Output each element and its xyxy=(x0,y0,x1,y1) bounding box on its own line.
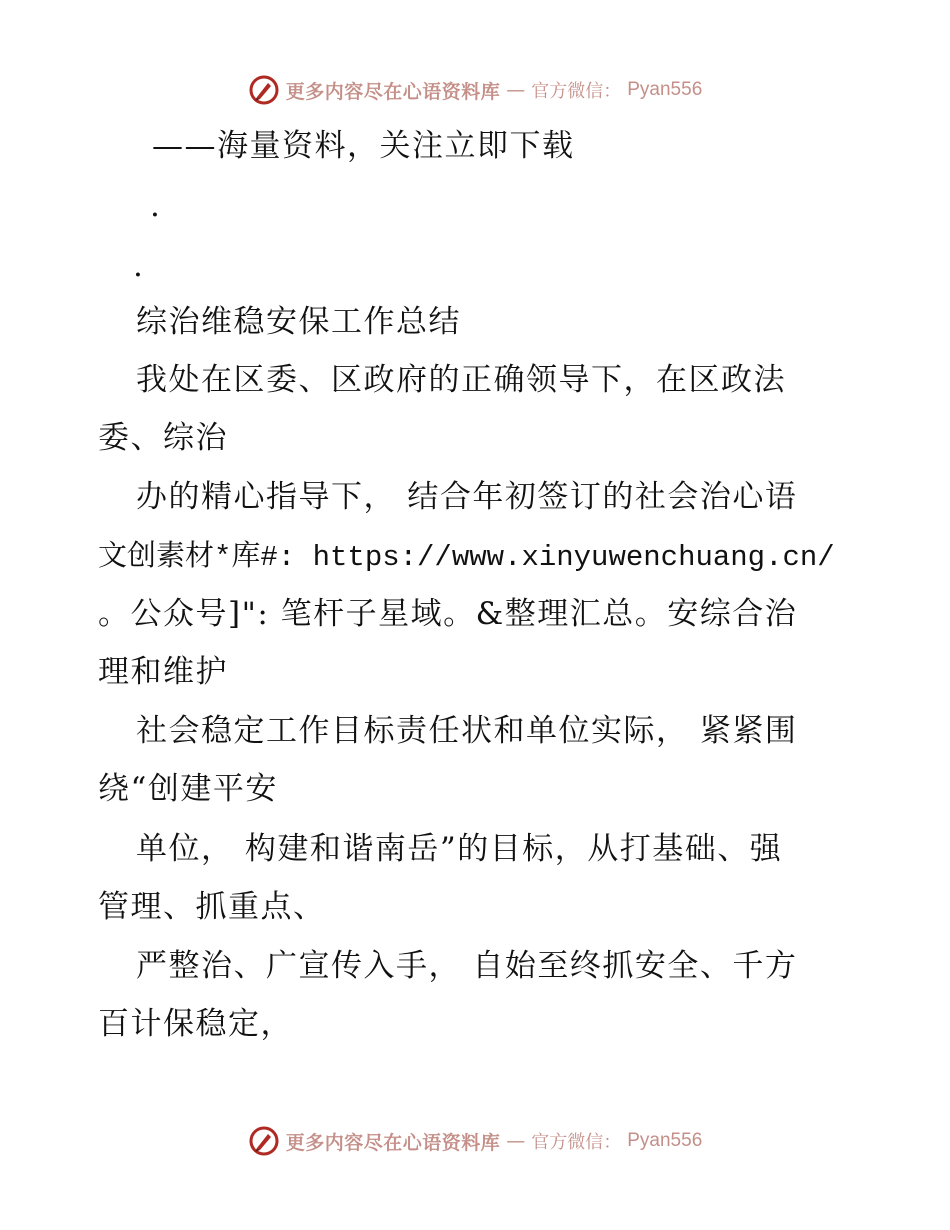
paragraph-line: 社会稳定工作目标责任状和单位实际， 紧紧围 xyxy=(136,713,798,749)
pen-circle-logo-icon xyxy=(248,74,280,106)
tagline: ——海量资料，关注立即下载 xyxy=(152,128,575,164)
paragraph-line xyxy=(98,535,835,578)
dot-line: . xyxy=(133,248,145,284)
paragraph-line: 理和维护 xyxy=(98,654,228,690)
pen-circle-logo-icon xyxy=(248,1125,280,1157)
banner-separator: — xyxy=(506,79,526,101)
paragraph-line: 绕“创建平安 xyxy=(98,771,278,807)
paragraph-line: 办的精心指导下， 结合年初签订的社会治心语 xyxy=(136,479,798,515)
paragraph-line: 百计保稳定， xyxy=(98,1006,293,1042)
header-banner xyxy=(0,70,950,110)
paragraph-line: 。公众号]": 笔杆子星域。&整理汇总。安综合治 xyxy=(98,596,798,632)
dot-line: . xyxy=(150,188,162,224)
banner-separator: — xyxy=(506,1130,526,1152)
url-text: 文创素材*库#: https://www.xinyuwenchuang.cn/ xyxy=(98,541,835,574)
paragraph-line: 委、综治 xyxy=(98,420,228,456)
brand-text: 更多内容尽在心语资料库 xyxy=(285,1131,501,1154)
wechat-id: Pyan556 xyxy=(627,1130,703,1151)
paragraph-line: 严整治、广宣传入手， 自始至终抓安全、千方 xyxy=(136,948,798,984)
brand-text: 更多内容尽在心语资料库 xyxy=(285,80,501,103)
wechat-id: Pyan556 xyxy=(627,79,703,100)
official-wechat-label: 官方微信： xyxy=(531,81,622,102)
official-wechat-label: 官方微信： xyxy=(531,1132,622,1153)
footer-banner xyxy=(0,1121,950,1161)
document-title: 综治维稳安保工作总结 xyxy=(136,304,461,340)
paragraph-line: 我处在区委、区政府的正确领导下，在区政法 xyxy=(136,362,786,398)
paragraph-line: 管理、抓重点、 xyxy=(98,889,326,925)
paragraph-line: 单位， 构建和谐南岳”的目标，从打基础、强 xyxy=(136,831,783,867)
